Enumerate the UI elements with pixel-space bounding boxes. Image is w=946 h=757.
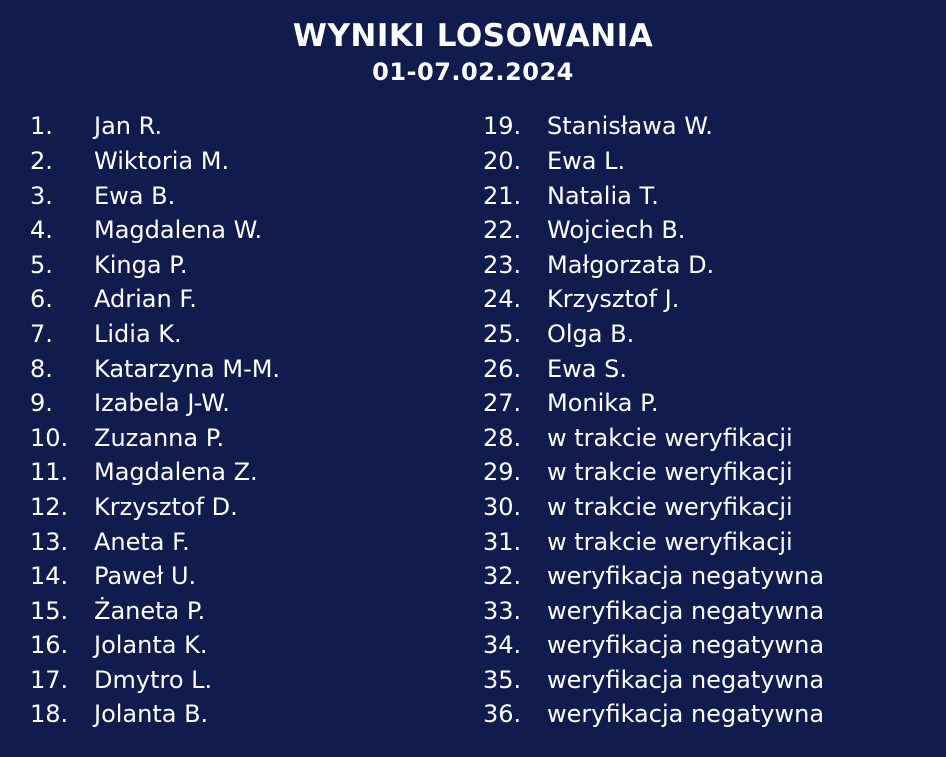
list-item-number: 17. [30,665,69,694]
list-item [475,528,928,563]
list-item-name: Krzysztof J. [547,285,680,314]
list-item-name: w trakcie weryfikacji [547,423,793,452]
list-item [22,389,475,424]
list-item [22,251,475,286]
list-item [475,389,928,424]
list-item-name: w trakcie weryfikacji [547,458,793,487]
list-item-name: Zuzanna P. [94,423,225,452]
list-item [475,493,928,528]
list-item-name: Jolanta K. [94,631,208,660]
list-item [475,251,928,286]
list-item [475,216,928,251]
list-item-number: 19. [483,112,522,141]
list-item-name: Małgorzata D. [547,250,715,279]
list-item-number: 12. [30,492,69,521]
list-item [22,182,475,217]
list-item-number: 20. [483,146,522,175]
list-item [475,424,928,459]
list-item-number: 22. [483,216,522,245]
list-item-name: Katarzyna M-M. [94,354,281,383]
list-item-number: 34. [483,631,522,660]
list-item-number: 16. [30,631,69,660]
list-item [22,216,475,251]
list-item-number: 10. [30,423,69,452]
list-item [22,631,475,666]
list-item [22,666,475,701]
list-item-number: 18. [30,700,69,729]
page-header [0,10,946,86]
list-item-name: Jan R. [94,112,163,141]
list-item-number: 1. [30,112,53,141]
list-item-name: Magdalena Z. [94,458,258,487]
list-item-number: 28. [483,423,522,452]
list-item-name: Ewa B. [94,181,176,210]
list-item-number: 11. [30,458,69,487]
page-subtitle: 01-07.02.2024 [372,57,574,86]
page-title: WYNIKI LOSOWANIA [292,18,654,54]
list-item-number: 2. [30,146,53,175]
list-item-name: Adrian F. [94,285,197,314]
list-item-name: Ewa L. [547,146,626,175]
list-item-name: weryfikacja negatywna [547,665,825,694]
list-item [475,631,928,666]
list-item-name: Izabela J-W. [94,389,230,418]
list-item-name: weryfikacja negatywna [547,596,825,625]
list-item-number: 35. [483,665,522,694]
list-item-name: Paweł U. [94,562,197,591]
list-item [475,112,928,147]
list-item [22,458,475,493]
list-item-name: w trakcie weryfikacji [547,492,793,521]
list-item-name: Dmytro L. [94,665,213,694]
list-item [475,147,928,182]
list-item [475,320,928,355]
list-item [22,424,475,459]
list-item-number: 7. [30,319,53,348]
list-item-name: w trakcie weryfikacji [547,527,793,556]
list-item [475,666,928,701]
list-item-name: Magdalena W. [94,216,263,245]
list-item-number: 6. [30,285,53,314]
list-item-number: 21. [483,181,522,210]
list-item-number: 31. [483,527,522,556]
list-item-name: Krzysztof D. [94,492,238,521]
list-item-name: Żaneta P. [94,596,206,625]
list-item-number: 23. [483,250,522,279]
list-item [22,597,475,632]
list-item [22,355,475,390]
list-item [22,493,475,528]
list-item [22,528,475,563]
list-item-number: 9. [30,389,53,418]
list-item-name: Jolanta B. [94,700,209,729]
list-item-number: 14. [30,562,69,591]
list-item [475,597,928,632]
list-item [22,285,475,320]
list-item-name: Wiktoria M. [94,146,230,175]
list-item [22,562,475,597]
list-item [475,700,928,735]
list-item-name: Olga B. [547,319,635,348]
list-item-name: Ewa S. [547,354,627,383]
list-item [475,355,928,390]
list-item-number: 24. [483,285,522,314]
results-columns [0,112,946,735]
list-item-name: Aneta F. [94,527,190,556]
list-item-name: Natalia T. [547,181,659,210]
list-item-name: weryfikacja negatywna [547,562,825,591]
list-item [22,147,475,182]
list-item [22,112,475,147]
list-item-number: 29. [483,458,522,487]
list-item-name: Stanisława W. [547,112,713,141]
list-item-number: 33. [483,596,522,625]
list-item [475,562,928,597]
list-item [22,320,475,355]
list-item-number: 27. [483,389,522,418]
list-item-number: 30. [483,492,522,521]
list-item-number: 4. [30,216,53,245]
list-item [475,458,928,493]
list-item-name: weryfikacja negatywna [547,631,825,660]
list-item-name: Monika P. [547,389,659,418]
list-item-number: 36. [483,700,522,729]
list-item-number: 26. [483,354,522,383]
results-column-right [475,112,928,735]
list-item [475,285,928,320]
list-item-name: Kinga P. [94,250,188,279]
list-item-name: Wojciech B. [547,216,686,245]
list-item-number: 15. [30,596,69,625]
list-item-number: 3. [30,181,53,210]
list-item-number: 25. [483,319,522,348]
list-item-number: 32. [483,562,522,591]
list-item [475,182,928,217]
list-item-number: 5. [30,250,53,279]
list-item-name: weryfikacja negatywna [547,700,825,729]
list-item-number: 13. [30,527,69,556]
results-column-left [22,112,475,735]
list-item-name: Lidia K. [94,319,182,348]
list-item [22,700,475,735]
list-item-number: 8. [30,354,53,383]
